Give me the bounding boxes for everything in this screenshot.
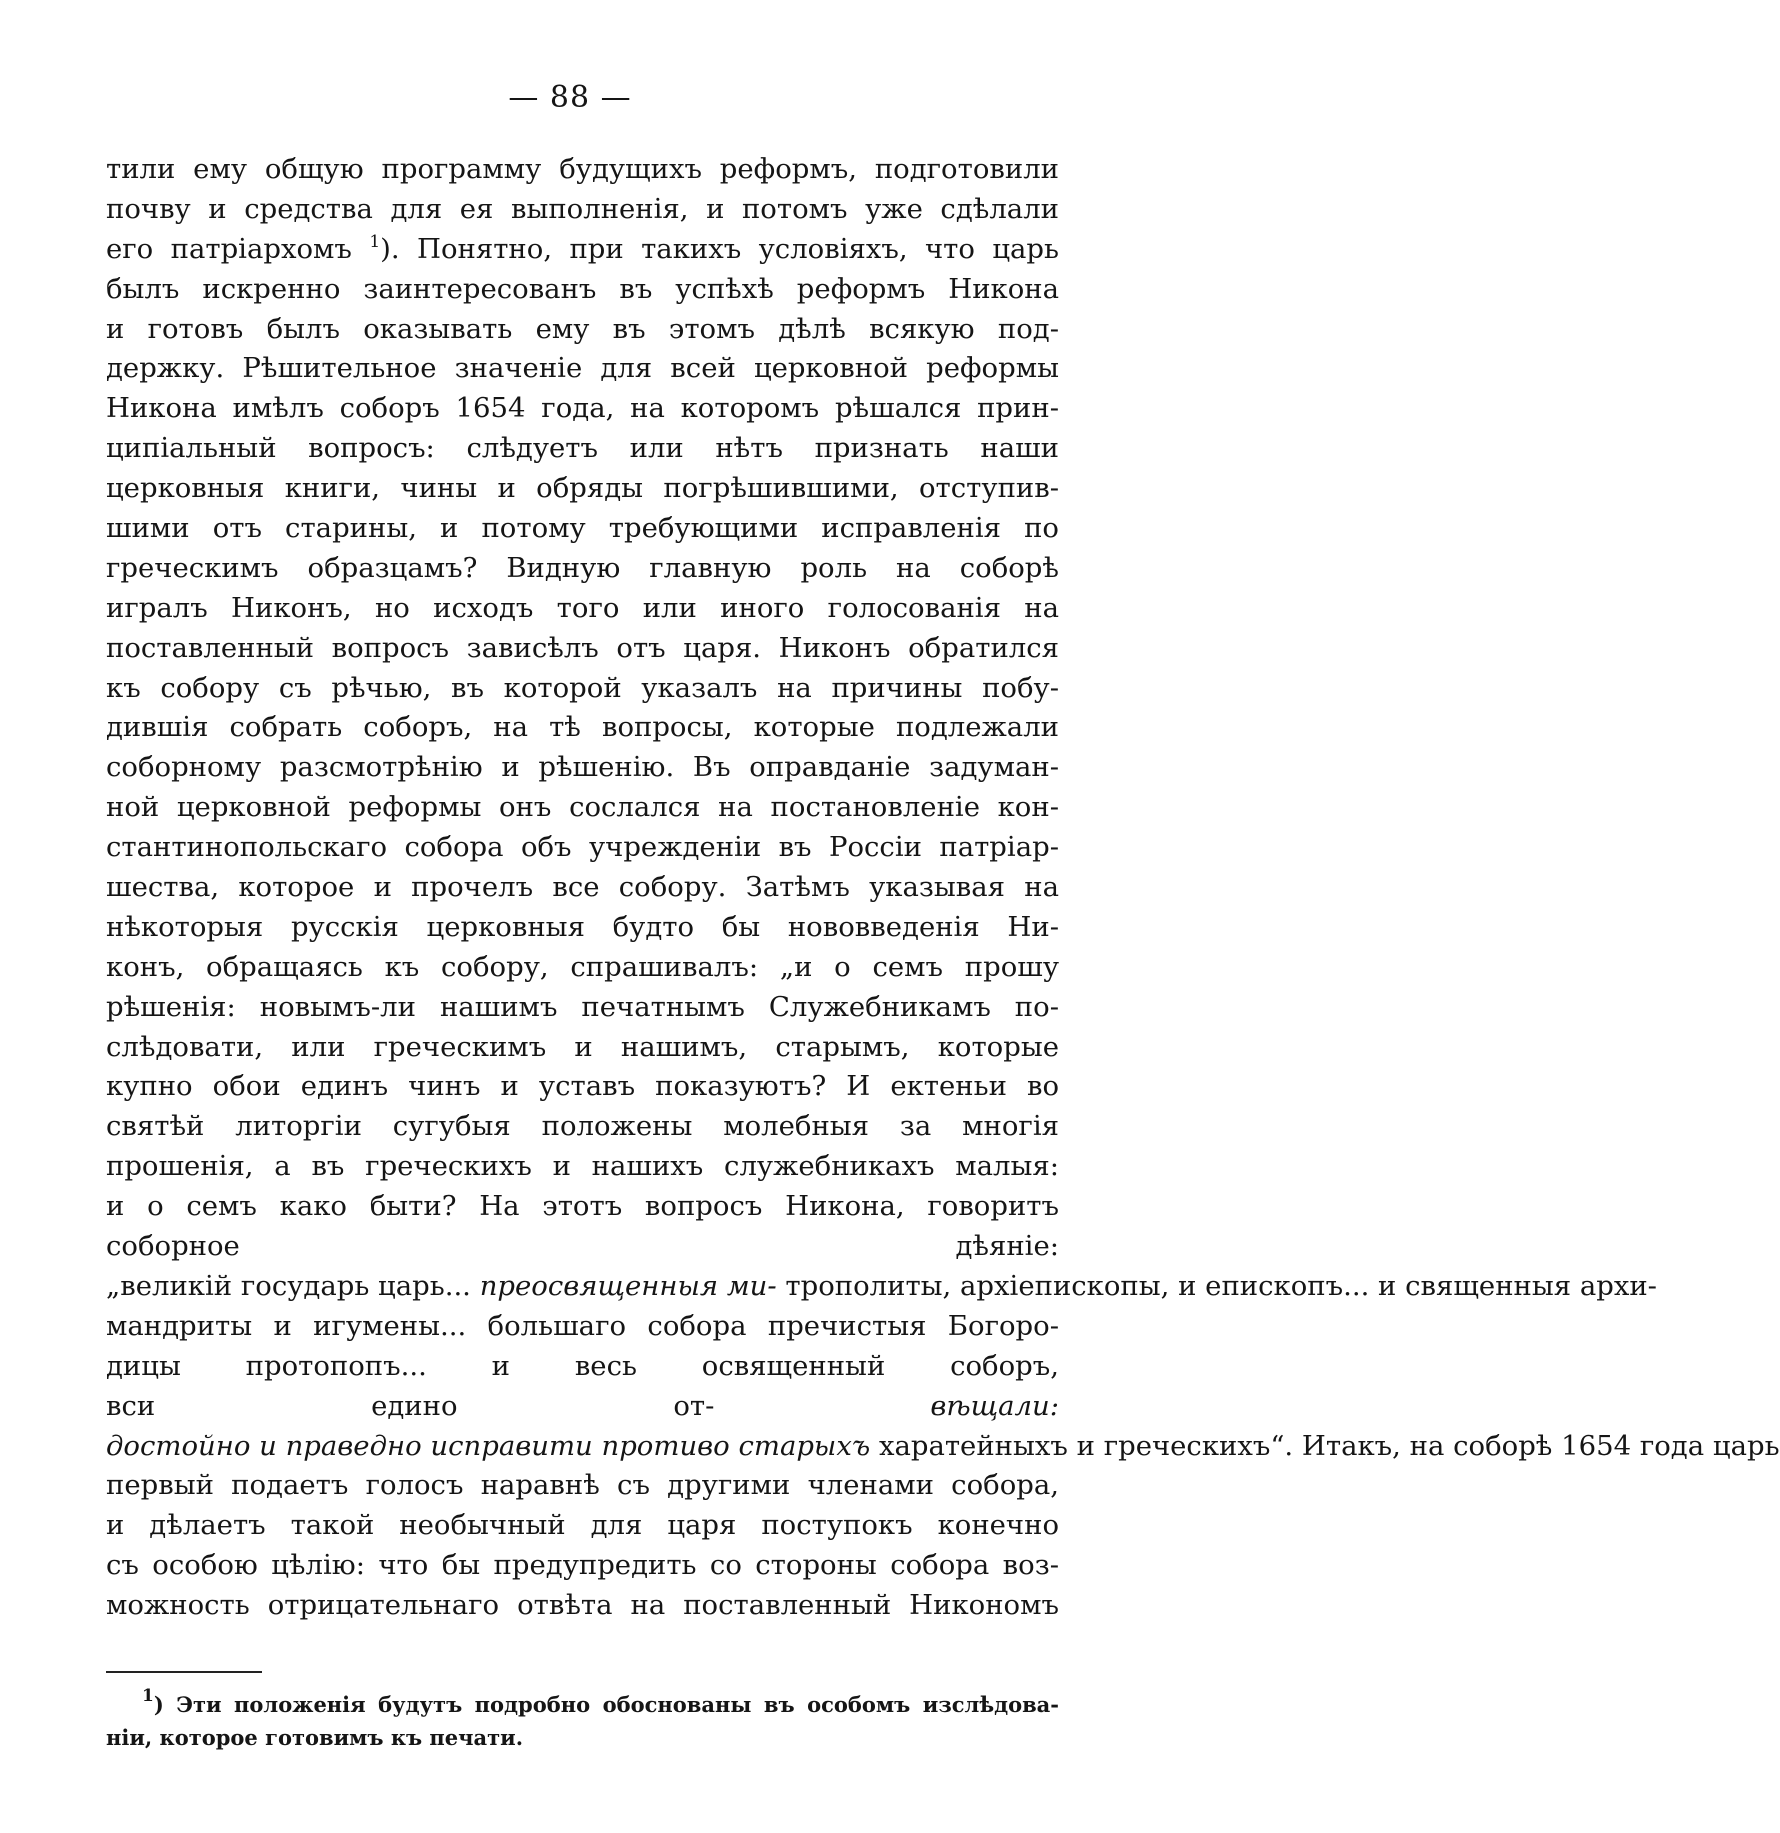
text-line: ной церковной реформы онъ сослался на постановленіе кон- bbox=[106, 791, 1059, 824]
text-line: поставленный вопросъ зависѣлъ отъ царя. Никонъ обратился bbox=[106, 631, 1059, 664]
text-line: соборное дѣяніе: bbox=[106, 1230, 1059, 1263]
text-line: церковныя книги, чины и обряды погрѣшившими, отступив- bbox=[106, 472, 1059, 505]
text-line bbox=[106, 1387, 1059, 1427]
footnote-marker: 1 bbox=[142, 1686, 154, 1706]
text-line: и о семъ како быти? На этотъ вопросъ Никона, говоритъ bbox=[106, 1190, 1059, 1223]
text-line: прошенія, а въ греческихъ и нашихъ служебникахъ малыя: bbox=[106, 1150, 1059, 1183]
text-line bbox=[106, 1626, 1059, 1666]
text-fragment: „великій государь царь... bbox=[106, 1269, 471, 1302]
text-line: купно обои единъ чинъ и уставъ показуютъ? И ектеньи во bbox=[106, 1070, 1059, 1103]
footnote bbox=[106, 1688, 1059, 1754]
text-line: и готовъ былъ оказывать ему въ этомъ дѣлѣ всякую под- bbox=[106, 312, 1059, 345]
text-fragment: ). Понятно, при такихъ условіяхъ, что царь bbox=[380, 232, 1059, 265]
text-line: стантинопольскаго собора объ учрежденіи въ Россіи патріар- bbox=[106, 831, 1059, 864]
text-line: можность отрицательнаго отвѣта на поставленный Никономъ bbox=[106, 1589, 1059, 1622]
text-line: дившія собрать соборъ, на тѣ вопросы, которые подлежали bbox=[106, 711, 1059, 744]
italic-quote: достойно и праведно исправити противо старыхъ bbox=[106, 1429, 871, 1462]
text-line: и дѣлаетъ такой необычный для царя поступокъ конечно bbox=[106, 1509, 1059, 1542]
text-line: греческимъ образцамъ? Видную главную роль на соборѣ bbox=[106, 551, 1059, 584]
text-line: нѣкоторыя русскія церковныя будто бы нововведенія Ни- bbox=[106, 910, 1059, 943]
text-fragment: харатейныхъ и греческихъ“. Итакъ, на соборѣ 1654 года царь bbox=[878, 1429, 1780, 1462]
text-fragment: его патріархомъ bbox=[106, 232, 352, 265]
body-text bbox=[106, 150, 1780, 1666]
text-line: конъ, обращаясь къ собору, спрашивалъ: „и о семъ прошу bbox=[106, 950, 1059, 983]
text-line: игралъ Никонъ, но исходъ того или иного голосованія на bbox=[106, 591, 1059, 624]
text-fragment: трополиты, архіепископы, и епископъ... и священныя архи- bbox=[785, 1269, 1657, 1302]
text-line: почву и средства для ея выполненія, и потомъ уже сдѣлали bbox=[106, 192, 1059, 225]
italic-quote: преосвященныя ми- bbox=[479, 1269, 777, 1302]
text-line: тили ему общую программу будущихъ реформъ, подготовили bbox=[106, 153, 1059, 185]
text-line: Никона имѣлъ соборъ 1654 года, на которомъ рѣшался прин- bbox=[106, 392, 1059, 425]
footnote-reference: 1 bbox=[369, 231, 381, 252]
text-line: былъ искренно заинтересованъ въ успѣхѣ реформъ Никона bbox=[106, 272, 1059, 305]
footnote-line: ніи, которое готовимъ къ печати. bbox=[106, 1725, 524, 1750]
text-line: мандриты и игумены... большаго собора пречистыя Богоро- bbox=[106, 1309, 1059, 1342]
text-line: шими отъ старины, и потому требующими исправленія по bbox=[106, 512, 1059, 545]
text-line: ципіальный вопросъ: слѣдуетъ или нѣтъ признать наши bbox=[106, 432, 1059, 465]
text-line: рѣшенія: новымъ-ли нашимъ печатнымъ Служебникамъ по- bbox=[106, 990, 1059, 1023]
text-line: шества, которое и прочелъ все собору. Затѣмъ указывая на bbox=[106, 871, 1059, 904]
text-line: первый подаетъ голосъ наравнѣ съ другими членами собора, bbox=[106, 1469, 1059, 1502]
footnote-text: ) Эти положенія будутъ подробно обоснованы въ особомъ изслѣдова- bbox=[153, 1692, 1059, 1717]
text-line bbox=[106, 1267, 1657, 1307]
text-line: соборному разсмотрѣнію и рѣшенію. Въ оправданіе задуман- bbox=[106, 751, 1059, 784]
text-line bbox=[106, 1427, 1780, 1467]
text-line: слѣдовати, или греческимъ и нашимъ, старымъ, которые bbox=[106, 1030, 1059, 1063]
page-number: — 88 — bbox=[508, 80, 632, 115]
text-line: дицы протопопъ... и весь освященный соборъ, bbox=[106, 1349, 1059, 1382]
text-fragment: вси едино от- bbox=[106, 1389, 715, 1422]
footnote-line bbox=[106, 1688, 1059, 1721]
italic-quote: вѣщали: bbox=[930, 1389, 1059, 1422]
footnote-divider bbox=[106, 1671, 262, 1673]
text-line: съ особою цѣлію: что бы предупредить со стороны собора воз- bbox=[106, 1549, 1059, 1582]
text-line: святѣй литоргіи сугубыя положены молебныя за многія bbox=[106, 1110, 1059, 1143]
text-line bbox=[106, 230, 1059, 270]
text-line: къ собору съ рѣчью, въ которой указалъ на причины побу- bbox=[106, 671, 1059, 704]
text-line: держку. Рѣшительное значеніе для всей церковной реформы bbox=[106, 352, 1059, 385]
